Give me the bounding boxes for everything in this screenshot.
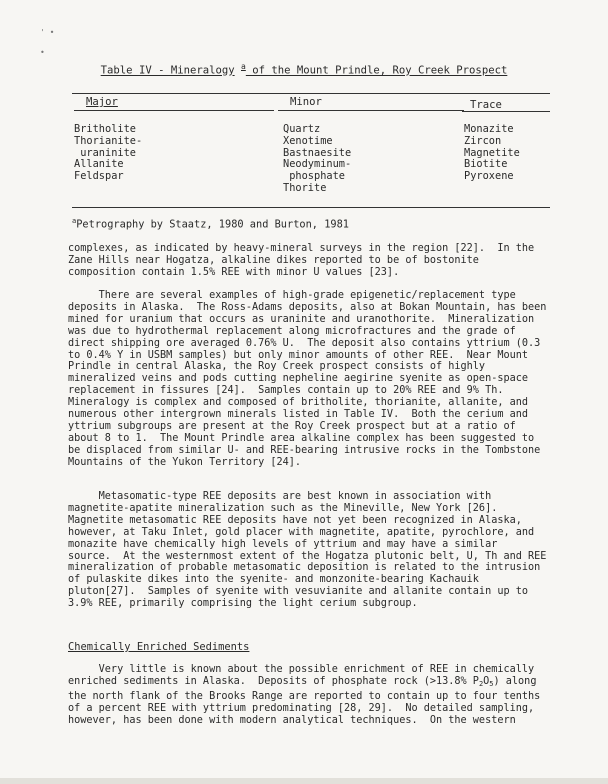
subscript-2: 2 — [478, 679, 484, 688]
table-title-footnote-mark: a — [241, 62, 246, 71]
paragraph-3: Metasomatic-type REE deposits are best known in association with magnetite-apatite mineralization such as the Mineville, New York [26]. Magnetite metasomatic REE deposits have not yet been recognized in Alaska, however, at Taku Inlet, gold placer with magnetite, apatite, pyrochlore, and monazite have chemically high levels of yttrium and may have a similar source. At the westernmost extent of the Hogatza plutonic belt, U, Th and REE mineralization of probable metasomatic deposition is related to the intrusion of pulaskite dikes into the syenite- and monzonite-bearing Kachauik pluton[27]. Samples of syenite with vesuvianite and allanite contain up to 3.9% REE, primarily comprising the light cerium subgroup. — [68, 491, 547, 610]
table-title — [0, 62, 608, 77]
table-top-rule — [72, 93, 550, 94]
trace-minerals-list: Monazite Zircon Magnetite Biotite Pyroxene — [464, 123, 520, 183]
subscript-5: 5 — [489, 679, 494, 688]
minor-minerals-list: Quartz Xenotime Bastnaesite Neodyminum- phosphate Thorite — [283, 123, 352, 194]
header-rule-minor — [278, 110, 464, 111]
paragraph-1: complexes, as indicated by heavy-mineral surveys in the region [22]. In the Zane Hills near Hogatza, alkaline dikes reported to be of bostonite composition contain 1.5% REE with minor U values [23]. — [68, 243, 535, 278]
header-trace: Trace — [470, 99, 502, 111]
major-minerals-list: Britholite Thorianite- uraninite Allanite Feldspar — [74, 123, 143, 183]
header-rule-trace — [462, 111, 550, 112]
header-major: Major — [86, 96, 118, 108]
table-footnote — [72, 217, 349, 230]
paragraph-4 — [68, 664, 558, 727]
paragraph-2: There are several examples of high-grade epigenetic/replacement type deposits in Alaska. The Ross-Adams deposits, also at Bokan Mountain, has been mined for uranium that occurs as uraninite and uranothorite. Mineralization was due to hydrothermal replacement along microfractures and the grade of direct shipping ore averaged 0.76% U. The deposit also contains yttrium (0.3 to 0.4% Y in USBM samples) but only minor amounts of other REE. Near Mount Prindle in central Alaska, the Roy Creek prospect consists of highly mineralized veins and pods cutting nepheline aegirine syenite as open-space replacement in fissures [24]. Samples contain up to 20% REE and 9% Th. Mineralogy is complex and composed of britholite, thorianite, allanite, and numerous other intergrown minerals listed in Table IV. Both the cerium and yttrium subgroups are present at the Roy Creek prospect but at a ratio of about 8 to 1. The Mount Prindle area alkaline complex has been suggested to be displaced from similar U- and REE-bearing intrusive rocks in the Tombstone Mountains of the Yukon Territory [24]. — [68, 290, 547, 468]
scan-specks: ' • • — [40, 28, 55, 57]
header-minor: Minor — [290, 96, 322, 108]
paragraph-4-part-c: ) along the north flank of the Brooks Range are reported to contain up to four tenths of a percent REE with yttrium predominating [28, 29]. No detailed sampling, however, has been done with modern analytical techniques. On the western — [68, 675, 541, 726]
paragraph-4-part-a: Very little is known about the possible enrichment of REE in chemically enriched sediments in Alaska. Deposits of phosphate rock (>13.8% P — [68, 664, 535, 687]
table-bottom-rule — [72, 207, 550, 208]
table-title-rest: of the Mount Prindle, Roy Creek Prospect — [245, 64, 508, 77]
section-heading: Chemically Enriched Sediments — [68, 641, 250, 653]
table-title-text: Table IV - Mineralogy — [100, 64, 235, 77]
header-rule-major — [74, 110, 274, 111]
paragraph-4-part-b: O — [483, 675, 490, 687]
footnote-text: Petrography by Staatz, 1980 and Burton, 1981 — [76, 218, 349, 231]
footnote-mark: a — [72, 217, 77, 225]
page-bottom-edge — [0, 778, 608, 784]
